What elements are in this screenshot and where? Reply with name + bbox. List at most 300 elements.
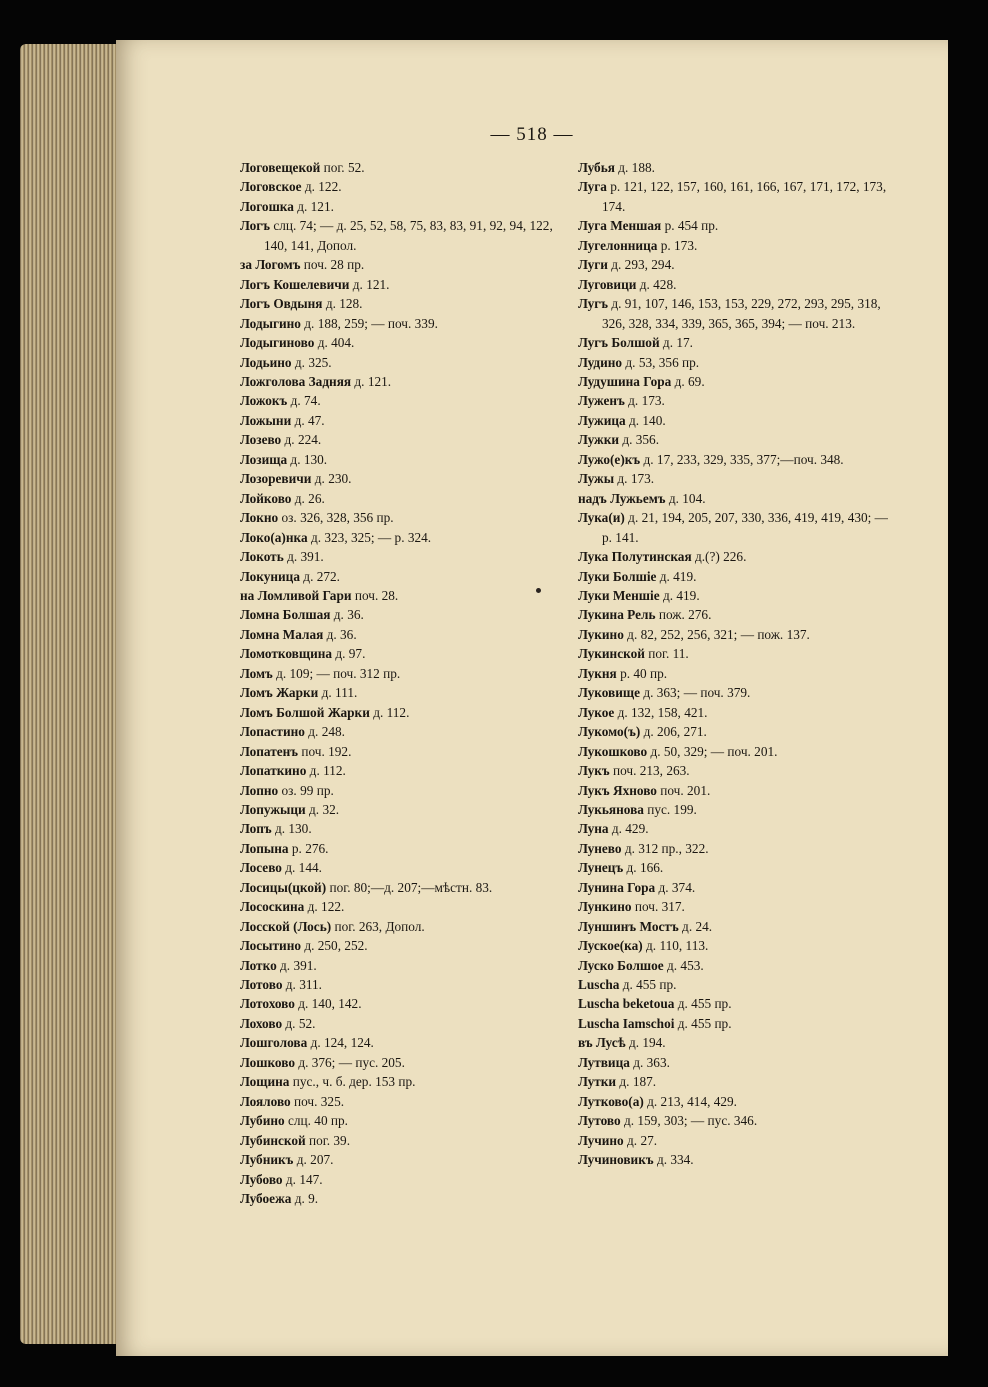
entry-heading: Лотово — [240, 977, 283, 993]
entry-references: д. 122. — [304, 899, 345, 915]
entry-references: слц. 74; — д. 25, 52, 58, 75, 83, 83, 91, 92, 94, 122, 140, 141, Допол. — [264, 218, 553, 253]
entry-heading: Лунево — [578, 840, 622, 856]
entry-heading: Лугъ — [578, 296, 609, 312]
entry-references: д. 91, 107, 146, 153, 153, 229, 272, 293, 295, 318, 326, 328, 334, 339, 365, 365, 394; — поч. 213. — [602, 296, 881, 331]
entry-references: д. 97. — [332, 646, 366, 662]
entry-heading: Лубникъ — [240, 1152, 294, 1168]
index-entry — [578, 994, 898, 1013]
entry-references: д. 27. — [623, 1132, 658, 1148]
index-entry — [240, 917, 562, 936]
index-entry — [240, 372, 562, 391]
entry-references: д. 26. — [291, 490, 325, 506]
index-entry — [240, 936, 562, 955]
entry-references: д. 17. — [659, 335, 693, 351]
index-entry — [578, 975, 898, 994]
entry-heading: Лукъ Яхново — [578, 782, 657, 798]
index-entry — [578, 158, 898, 177]
entry-heading: Лужо(е)къ — [578, 451, 641, 467]
entry-references: д. 21, 194, 205, 207, 330, 336, 419, 419, 430; — р. 141. — [602, 510, 888, 545]
entry-references: д. 130. — [287, 451, 328, 467]
entry-heading: Лукое — [578, 704, 615, 720]
index-entry — [578, 430, 898, 449]
entry-heading: Ломъ Жарки — [240, 685, 319, 701]
entry-heading: Лопужыци — [240, 801, 306, 817]
book-page — [116, 40, 948, 1356]
entry-references: д. 250, 252. — [301, 938, 368, 954]
entry-heading: Лошково — [240, 1054, 295, 1070]
entry-references: д. 356. — [619, 432, 660, 448]
entry-references: д. 455 пр. — [674, 1015, 732, 1031]
index-entry — [578, 1033, 898, 1052]
entry-heading: Лука(и) — [578, 510, 625, 526]
entry-references: д. 124, 124. — [307, 1035, 374, 1051]
entry-heading: Лубово — [240, 1171, 283, 1187]
entry-references: р. 173. — [657, 237, 698, 253]
index-entry — [240, 158, 562, 177]
index-entry — [578, 1053, 898, 1072]
entry-references: д. 159, 303; — пус. 346. — [620, 1113, 758, 1129]
entry-heading: Лунина Гора — [578, 879, 656, 895]
entry-heading: Луки Меншіе — [578, 587, 660, 603]
entry-references: д. 17, 233, 329, 335, 377;—поч. 348. — [640, 451, 844, 467]
index-entry — [578, 236, 898, 255]
entry-references: д. 391. — [283, 549, 324, 565]
entry-references: д. 82, 252, 256, 321; — пож. 137. — [623, 626, 810, 642]
entry-references: д. 130. — [271, 821, 312, 837]
index-entry — [240, 1170, 562, 1189]
entry-heading: Лоялово — [240, 1093, 291, 1109]
entry-references: д. 111. — [318, 685, 358, 701]
entry-references: р. 454 пр. — [661, 218, 719, 234]
entry-references: поч. 201. — [656, 782, 711, 798]
entry-references: д. 121. — [349, 276, 390, 292]
index-entry — [240, 255, 562, 274]
index-entry — [578, 878, 898, 897]
index-entry — [240, 742, 562, 761]
entry-references: д. 374. — [655, 879, 696, 895]
index-entry — [578, 1072, 898, 1091]
entry-heading: Лукино — [578, 626, 624, 642]
entry-heading: Лукинской — [578, 646, 645, 662]
entry-heading: надъ Лужьемъ — [578, 490, 666, 506]
index-entry — [240, 644, 562, 663]
entry-heading: Luscha Iamschoi — [578, 1015, 675, 1031]
index-entry — [240, 177, 562, 196]
entry-references: поч. 192. — [298, 743, 352, 759]
entry-heading: Лопатенъ — [240, 743, 299, 759]
index-entry — [578, 469, 898, 488]
entry-heading: Луга — [578, 179, 607, 195]
index-entry — [240, 1131, 562, 1150]
entry-references: слц. 40 пр. — [284, 1113, 349, 1129]
entry-heading: на Ломливой Гари — [240, 587, 352, 603]
index-entry — [578, 1131, 898, 1150]
entry-heading: Лосской (Лось) — [240, 918, 332, 934]
index-entry — [578, 547, 898, 566]
index-entry — [578, 1092, 898, 1111]
left-column — [240, 158, 562, 1208]
entry-references: д. 419. — [659, 587, 700, 603]
index-entry — [578, 216, 898, 235]
entry-heading: Лосево — [240, 860, 282, 876]
entry-heading: Ломна Малая — [240, 626, 324, 642]
entry-references: д. 24. — [678, 918, 713, 934]
entry-heading: Лукня — [578, 665, 617, 681]
entry-references: д. 187. — [616, 1074, 657, 1090]
entry-heading: Луна — [578, 821, 609, 837]
entry-references: д. 109; — поч. 312 пр. — [272, 665, 401, 681]
entry-heading: Лубья — [578, 160, 615, 175]
entry-heading: Локно — [240, 510, 279, 526]
index-entry — [578, 372, 898, 391]
entry-heading: Лудушина Гора — [578, 373, 672, 389]
index-entry — [240, 781, 562, 800]
entry-references: д. 323, 325; — р. 324. — [307, 529, 432, 545]
index-entry — [240, 430, 562, 449]
entry-references: д. 50, 329; — поч. 201. — [647, 743, 778, 759]
index-entry — [240, 761, 562, 780]
entry-heading: Лунецъ — [578, 860, 624, 876]
entry-heading: Ломъ Болшой Жарки — [240, 704, 370, 720]
index-entry — [240, 411, 562, 430]
entry-references: д. 32. — [305, 801, 340, 817]
entry-references: д. 173. — [624, 393, 665, 409]
entry-references: д. 419. — [656, 568, 697, 584]
entry-heading: Лукошково — [578, 743, 648, 759]
index-entry — [240, 1189, 562, 1208]
entry-heading: Лугъ Болшой — [578, 335, 660, 351]
entry-heading: Лукъ — [578, 763, 610, 779]
entry-heading: Luscha — [578, 977, 620, 993]
entry-references: поч. 28 пр. — [300, 257, 365, 273]
index-entry — [240, 897, 562, 916]
entry-references: д. 206, 271. — [640, 724, 707, 740]
index-entry — [240, 839, 562, 858]
entry-references: поч. 28. — [351, 587, 399, 603]
entry-heading: Логъ — [240, 218, 271, 234]
entry-references: пог. 39. — [305, 1132, 351, 1148]
index-entry — [578, 255, 898, 274]
entry-references: д. 207. — [293, 1152, 334, 1168]
entry-references: оз. 326, 328, 356 пр. — [278, 510, 394, 526]
index-entry — [578, 275, 898, 294]
index-entry — [240, 508, 562, 527]
entry-references: д. 132, 158, 421. — [614, 704, 708, 720]
entry-references: д. 166. — [623, 860, 664, 876]
book-edge — [20, 44, 124, 1344]
entry-heading: Ломъ — [240, 665, 273, 681]
index-entry — [578, 353, 898, 372]
entry-heading: Лутки — [578, 1074, 617, 1090]
index-entry — [578, 177, 898, 216]
entry-heading: Лодыгино — [240, 315, 301, 331]
entry-references: д. 363; — поч. 379. — [640, 685, 751, 701]
index-entry — [240, 683, 562, 702]
entry-heading: Лужица — [578, 412, 626, 428]
index-entry — [578, 586, 898, 605]
index-entry — [578, 1111, 898, 1130]
entry-references: д. 36. — [323, 626, 357, 642]
entry-heading: Логовское — [240, 179, 302, 195]
entry-heading: Лучиновикъ — [578, 1152, 654, 1168]
entry-heading: Ложокъ — [240, 393, 288, 409]
index-entry — [578, 781, 898, 800]
index-entry — [240, 547, 562, 566]
entry-heading: Логошка — [240, 198, 294, 214]
entry-references: д. 74. — [287, 393, 321, 409]
entry-references: д. 272. — [299, 568, 340, 584]
entry-references: д. 69. — [671, 373, 705, 389]
entry-heading: Луговици — [578, 276, 637, 292]
entry-references: поч. 325. — [290, 1093, 345, 1109]
index-entry — [240, 1053, 562, 1072]
entry-references: д. 325. — [291, 354, 332, 370]
index-entry — [578, 489, 898, 508]
entry-references: д. 47. — [291, 412, 325, 428]
entry-references: д. 110, 113. — [642, 938, 709, 954]
entry-heading: Лукина Рель — [578, 607, 656, 623]
entry-references: поч. 213, 263. — [609, 763, 690, 779]
index-entry — [578, 1150, 898, 1169]
index-entry — [240, 450, 562, 469]
entry-heading: Лозево — [240, 432, 282, 448]
index-entry — [578, 644, 898, 663]
index-entry — [240, 333, 562, 352]
entry-references: р. 276. — [288, 840, 329, 856]
index-entry — [240, 956, 562, 975]
entry-references: д. 53, 356 пр. — [622, 354, 700, 370]
entry-heading: Лопына — [240, 840, 289, 856]
index-entry — [578, 761, 898, 780]
index-entry — [578, 605, 898, 624]
index-entry — [240, 1150, 562, 1169]
entry-references: д. 188. — [614, 160, 655, 175]
index-entry — [578, 333, 898, 352]
index-entry — [240, 722, 562, 741]
entry-references: д. 112. — [369, 704, 410, 720]
entry-references: д. 311. — [282, 977, 322, 993]
right-column — [578, 158, 898, 1170]
entry-references: пог. 263, Допол. — [331, 918, 425, 934]
entry-references: д. 391. — [276, 957, 317, 973]
index-entry — [578, 722, 898, 741]
entry-references: д. 144. — [281, 860, 322, 876]
index-entry — [578, 664, 898, 683]
entry-heading: Лутково(а) — [578, 1093, 644, 1109]
entry-heading: Луковище — [578, 685, 640, 701]
entry-references: пог. 52. — [320, 160, 365, 175]
entry-references: д. 428. — [636, 276, 677, 292]
entry-heading: Лозоревичи — [240, 471, 312, 487]
index-entry — [240, 197, 562, 216]
entry-references: пож. 276. — [655, 607, 712, 623]
index-entry — [578, 742, 898, 761]
entry-references: д. 121. — [293, 198, 334, 214]
entry-heading: Лопаткино — [240, 763, 307, 779]
entry-heading: Луки Болшіе — [578, 568, 657, 584]
entry-heading: Локоть — [240, 549, 284, 565]
entry-heading: Лососкина — [240, 899, 305, 915]
entry-references: д. 363. — [629, 1054, 670, 1070]
entry-heading: Лукомо(ъ) — [578, 724, 641, 740]
entry-heading: Лудино — [578, 354, 623, 370]
index-entry — [240, 1111, 562, 1130]
entry-heading: Лотко — [240, 957, 277, 973]
index-entry — [240, 1033, 562, 1052]
entry-references: д. 122. — [301, 179, 342, 195]
entry-heading: Лопъ — [240, 821, 272, 837]
entry-references: д. 230. — [311, 471, 352, 487]
entry-heading: Лубоежа — [240, 1191, 292, 1207]
index-entry — [578, 391, 898, 410]
entry-heading: Лукьянова — [578, 801, 644, 817]
index-entry — [240, 586, 562, 605]
entry-references: д. 9. — [291, 1191, 319, 1207]
index-entry — [240, 489, 562, 508]
entry-heading: Луско Болшое — [578, 957, 664, 973]
entry-heading: Луга Меншая — [578, 218, 662, 234]
index-entry — [578, 567, 898, 586]
entry-heading: Ломотковщина — [240, 646, 333, 662]
index-entry — [578, 917, 898, 936]
index-entry — [240, 314, 562, 333]
entry-heading: Лодьино — [240, 354, 292, 370]
entry-heading: Лосицы(цкой) — [240, 879, 327, 895]
entry-heading: Лука Полутинская — [578, 549, 692, 565]
entry-references: д. 194. — [625, 1035, 666, 1051]
entry-references: пус. 199. — [643, 801, 697, 817]
index-entry — [240, 1072, 562, 1091]
entry-references: д. 455 пр. — [674, 996, 732, 1012]
entry-references: д. 140. — [625, 412, 666, 428]
entry-references: д. 312 пр., 322. — [621, 840, 709, 856]
index-entry — [578, 411, 898, 430]
entry-references: пог. 11. — [644, 646, 689, 662]
entry-references: д. 224. — [281, 432, 322, 448]
index-entry — [240, 625, 562, 644]
entry-references: д. 213, 414, 429. — [643, 1093, 738, 1109]
entry-heading: въ Лусѣ — [578, 1035, 626, 1051]
index-entry — [578, 703, 898, 722]
index-entry — [240, 1014, 562, 1033]
entry-heading: Лохово — [240, 1015, 283, 1031]
entry-references: д. 248. — [304, 724, 345, 740]
entry-heading: Луское(ка) — [578, 938, 643, 954]
entry-heading: Локуница — [240, 568, 300, 584]
entry-references: д. 140, 142. — [294, 996, 362, 1012]
entry-heading: Лощина — [240, 1074, 290, 1090]
entry-heading: Лозища — [240, 451, 288, 467]
entry-heading: Луги — [578, 257, 608, 273]
index-entry — [578, 294, 898, 333]
entry-references: д. 293, 294. — [607, 257, 675, 273]
entry-heading: Лотохово — [240, 996, 295, 1012]
entry-references: д. 173. — [614, 471, 655, 487]
index-entry — [578, 683, 898, 702]
entry-references: пус., ч. б. дер. 153 пр. — [289, 1074, 416, 1090]
entry-references: д. 128. — [322, 296, 363, 312]
entry-heading: Логъ Кошелевичи — [240, 276, 350, 292]
entry-heading: Ломна Болшая — [240, 607, 331, 623]
entry-references: д. 429. — [608, 821, 649, 837]
index-entry — [578, 956, 898, 975]
entry-heading: Luscha beketoua — [578, 996, 675, 1012]
entry-references: д. 52. — [282, 1015, 316, 1031]
entry-heading: за Логомъ — [240, 257, 301, 273]
index-entry — [240, 664, 562, 683]
entry-heading: Лодыгиново — [240, 335, 315, 351]
entry-heading: Локо(а)нка — [240, 529, 308, 545]
entry-references: поч. 317. — [631, 899, 685, 915]
index-entry — [240, 275, 562, 294]
entry-references: д. 188, 259; — поч. 339. — [300, 315, 438, 331]
index-entry — [240, 819, 562, 838]
entry-heading: Лосытино — [240, 938, 302, 954]
entry-heading: Лошголова — [240, 1035, 308, 1051]
index-entry — [578, 625, 898, 644]
entry-references: пог. 80;—д. 207;—мѣстн. 83. — [326, 879, 493, 895]
index-entry — [240, 1092, 562, 1111]
entry-heading: Лужки — [578, 432, 620, 448]
entry-heading: Луженъ — [578, 393, 625, 409]
index-entry — [240, 567, 562, 586]
entry-references: д. 147. — [282, 1171, 323, 1187]
entry-heading: Лутово — [578, 1113, 621, 1129]
index-entry — [240, 703, 562, 722]
entry-heading: Лойково — [240, 490, 292, 506]
index-entry — [578, 897, 898, 916]
entry-references: д. 104. — [665, 490, 706, 506]
index-entry — [578, 819, 898, 838]
page-number: — 518 — — [490, 124, 574, 145]
entry-heading: Лужы — [578, 471, 615, 487]
index-entry — [578, 1014, 898, 1033]
index-entry — [240, 353, 562, 372]
entry-references: д. 112. — [306, 763, 346, 779]
index-entry — [240, 294, 562, 313]
index-entry — [578, 450, 898, 469]
entry-references: д. 404. — [314, 335, 355, 351]
entry-references: д. 453. — [663, 957, 704, 973]
entry-heading: Логовещекой — [240, 160, 321, 175]
entry-heading: Лопно — [240, 782, 279, 798]
entry-references: р. 40 пр. — [616, 665, 668, 681]
index-entry — [240, 994, 562, 1013]
entry-heading: Логъ Овдыня — [240, 296, 323, 312]
entry-heading: Лугелонница — [578, 237, 658, 253]
entry-references: оз. 99 пр. — [278, 782, 334, 798]
entry-references: д. 334. — [653, 1152, 694, 1168]
entry-heading: Лучино — [578, 1132, 624, 1148]
entry-references: д. 36. — [330, 607, 364, 623]
entry-heading: Лутвица — [578, 1054, 630, 1070]
entry-heading: Лубинской — [240, 1132, 306, 1148]
index-entry — [240, 605, 562, 624]
index-entry — [240, 469, 562, 488]
index-entry — [240, 216, 562, 255]
entry-references: д. 121. — [351, 373, 392, 389]
index-entry — [240, 391, 562, 410]
index-entry — [578, 858, 898, 877]
index-entry — [240, 528, 562, 547]
entry-heading: Луншинъ Мостъ — [578, 918, 679, 934]
entry-heading: Ложыни — [240, 412, 292, 428]
entry-references: д. 376; — пус. 205. — [295, 1054, 405, 1070]
index-entry — [240, 800, 562, 819]
index-entry — [578, 839, 898, 858]
index-entry — [240, 975, 562, 994]
entry-heading: Лопастино — [240, 724, 305, 740]
